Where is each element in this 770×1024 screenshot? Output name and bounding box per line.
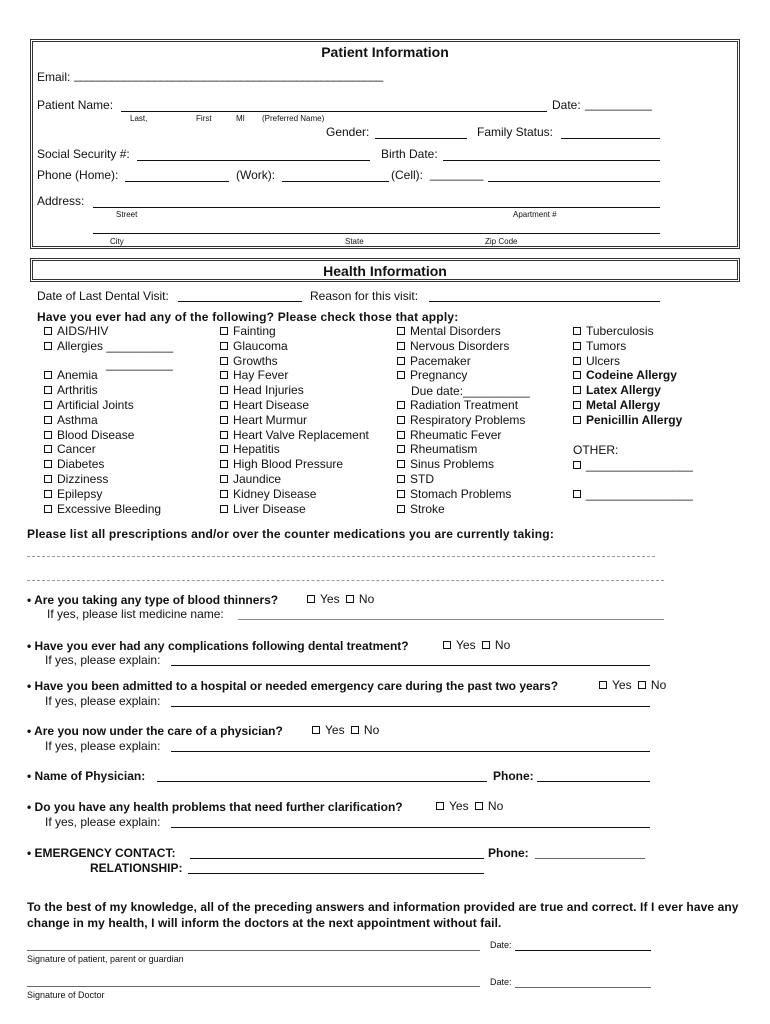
q-health-problems-sub: If yes, please explain: [45, 815, 161, 829]
q-complications: • Have you ever had any complications following dental treatment? [27, 639, 409, 653]
city-caption: City [110, 237, 124, 246]
checkbox-icon[interactable] [220, 460, 228, 468]
other-label: OTHER: [573, 443, 619, 457]
patient-name-label: Patient Name: [37, 98, 114, 112]
q-physician-care-options[interactable] [312, 723, 379, 737]
complications-field[interactable] [171, 665, 650, 666]
checkbox-icon[interactable] [220, 371, 228, 379]
condition-option[interactable] [220, 442, 280, 456]
condition-option[interactable] [397, 339, 509, 353]
checkbox-icon[interactable] [307, 595, 315, 603]
condition-option[interactable] [44, 487, 102, 501]
checkbox-icon[interactable] [573, 490, 581, 498]
condition-label: Diabetes [57, 457, 105, 472]
patient-sig-date-label: Date: [490, 940, 512, 950]
family-status-label: Family Status: [477, 125, 554, 139]
condition-label: Artificial Joints [57, 398, 134, 412]
medications-line-2[interactable] [27, 580, 664, 581]
physician-care-field[interactable] [171, 751, 650, 752]
relationship-label: RELATIONSHIP: [90, 861, 183, 875]
checkbox-icon[interactable] [573, 342, 581, 350]
condition-option[interactable] [44, 472, 108, 486]
conditions-question: Have you ever had any of the following? Please check those that apply: [37, 310, 459, 324]
q-health-problems-options[interactable] [436, 799, 503, 813]
condition-label: Arthritis [57, 383, 98, 398]
checkbox-icon[interactable] [397, 342, 405, 350]
condition-label: Latex Allergy [586, 383, 661, 398]
yes-label: Yes [612, 678, 632, 692]
checkbox-icon[interactable] [397, 445, 405, 453]
condition-option[interactable] [397, 442, 477, 456]
condition-label: Head Injuries [233, 383, 304, 398]
condition-label: Rheumatism [410, 442, 478, 457]
condition-option[interactable] [44, 398, 134, 412]
physician-name-text: Name of Physician: [34, 769, 146, 783]
no-label: No [494, 638, 511, 652]
physician-phone-label: Phone: [493, 769, 534, 783]
date-field[interactable]: __________ [585, 97, 652, 111]
checkbox-icon[interactable] [397, 401, 405, 409]
physician-name-label: • Name of Physician: [27, 769, 146, 783]
checkbox-icon[interactable] [220, 431, 228, 439]
checkbox-icon[interactable] [220, 490, 228, 498]
condition-label: Hay Fever [233, 368, 289, 383]
q-physician-care-text: Are you now under the care of a physician? [34, 724, 283, 738]
checkbox-icon[interactable] [44, 342, 52, 350]
state-caption: State [345, 237, 364, 246]
checkbox-icon[interactable] [44, 505, 52, 513]
checkbox-icon[interactable] [573, 327, 581, 335]
q-complications-text: Have you ever had any complications following dental treatment? [34, 639, 409, 653]
city-state-zip-field[interactable] [93, 233, 660, 234]
checkbox-icon[interactable] [312, 726, 320, 734]
condition-label: Allergies __________ [57, 338, 174, 353]
condition-option[interactable] [220, 354, 278, 368]
checkbox-icon[interactable] [220, 386, 228, 394]
emergency-phone-field[interactable] [535, 858, 645, 859]
gender-field[interactable] [375, 138, 467, 139]
checkbox-icon[interactable] [573, 357, 581, 365]
condition-option[interactable] [397, 324, 501, 338]
allergies-extra-line: __________ [106, 357, 173, 371]
preferred-caption: (Preferred Name) [262, 114, 325, 123]
condition-option[interactable] [220, 413, 307, 427]
condition-option[interactable] [397, 413, 525, 427]
checkbox-icon[interactable] [44, 327, 52, 335]
family-status-field[interactable] [561, 138, 660, 139]
birth-date-label: Birth Date: [381, 147, 438, 161]
phone-work-label: (Work): [236, 168, 276, 182]
ssn-field[interactable] [137, 160, 370, 161]
condition-option[interactable] [44, 413, 98, 427]
condition-option[interactable] [44, 324, 108, 338]
checkbox-icon[interactable] [397, 357, 405, 365]
checkbox-icon[interactable] [397, 475, 405, 483]
ssn-label: Social Security #: [37, 147, 130, 161]
other-blank-1[interactable]: ________________ [586, 458, 693, 472]
street-field[interactable] [93, 207, 660, 208]
no-label: No [650, 678, 667, 692]
checkbox-icon[interactable] [44, 371, 52, 379]
emergency-phone-label: Phone: [488, 846, 529, 860]
checkbox-icon[interactable] [397, 327, 405, 335]
condition-option[interactable] [573, 368, 677, 382]
condition-label: Growths [233, 353, 278, 368]
doctor-signature-field[interactable] [27, 986, 480, 987]
condition-label: Mental Disorders [410, 324, 501, 338]
health-info-title: Health Information [323, 263, 447, 279]
checkbox-icon[interactable] [44, 386, 52, 394]
checkbox-icon[interactable] [573, 371, 581, 379]
condition-label: Anemia [57, 368, 98, 383]
checkbox-icon[interactable] [573, 461, 581, 469]
condition-option[interactable] [220, 324, 276, 338]
condition-option[interactable] [397, 354, 471, 368]
physician-name-field[interactable] [157, 781, 487, 782]
checkbox-icon[interactable] [397, 505, 405, 513]
condition-option[interactable] [220, 383, 304, 397]
patient-signature-caption: Signature of patient, parent or guardian [27, 954, 184, 964]
zip-caption: Zip Code [485, 237, 518, 246]
condition-label: High Blood Pressure [233, 457, 344, 472]
condition-option[interactable] [220, 457, 343, 471]
condition-label: Epilepsy [57, 486, 103, 501]
mi-caption: MI [236, 114, 245, 123]
checkbox-icon[interactable] [638, 681, 646, 689]
phone-cell-dashes: ________ [430, 167, 484, 181]
checkbox-icon[interactable] [220, 505, 228, 513]
condition-label: Sinus Problems [410, 457, 495, 472]
condition-option[interactable] [397, 398, 518, 412]
patient-name-field[interactable] [121, 111, 547, 112]
q-health-problems: • Do you have any health problems that need further clarification? [27, 800, 403, 814]
health-problems-field[interactable] [171, 827, 650, 828]
checkbox-icon[interactable] [44, 490, 52, 498]
street-caption: Street [116, 210, 138, 219]
condition-option[interactable] [220, 487, 316, 501]
condition-label: Metal Allergy [586, 398, 661, 412]
patient-info-title: Patient Information [321, 44, 449, 60]
checkbox-icon[interactable] [397, 460, 405, 468]
condition-label: Stroke [410, 501, 445, 516]
condition-label: Jaundice [233, 472, 282, 486]
checkbox-icon[interactable] [397, 490, 405, 498]
phone-work-field[interactable] [282, 181, 389, 182]
condition-label: Heart Disease [233, 398, 310, 412]
condition-label: Cancer [57, 442, 96, 457]
checkbox-icon[interactable] [573, 386, 581, 394]
gender-label: Gender: [326, 125, 370, 139]
due-date-field[interactable]: Due date:__________ [411, 384, 530, 398]
condition-label: Codeine Allergy [586, 368, 677, 383]
emergency-contact-field[interactable] [190, 858, 484, 859]
condition-option[interactable] [397, 457, 494, 471]
checkbox-icon[interactable] [346, 595, 354, 603]
health-info-header [30, 258, 740, 282]
condition-option[interactable] [397, 487, 511, 501]
checkbox-icon[interactable] [44, 431, 52, 439]
relationship-field[interactable] [188, 873, 484, 874]
condition-option[interactable] [397, 502, 445, 516]
condition-option[interactable] [44, 339, 173, 353]
date-label: Date: [552, 98, 581, 112]
checkbox-icon[interactable] [44, 445, 52, 453]
checkbox-icon[interactable] [44, 460, 52, 468]
doctor-sig-date-label: Date: [490, 977, 512, 987]
checkbox-icon[interactable] [44, 416, 52, 424]
condition-option[interactable] [397, 368, 467, 382]
checkbox-icon[interactable] [397, 371, 405, 379]
condition-option[interactable] [44, 457, 104, 471]
condition-label: Tuberculosis [586, 324, 654, 338]
condition-label: Kidney Disease [233, 486, 317, 501]
other-blank-2[interactable]: ________________ [586, 487, 693, 501]
condition-option[interactable] [220, 472, 281, 486]
no-label: No [487, 799, 504, 813]
condition-label: STD [410, 472, 434, 486]
condition-label: Glaucoma [233, 338, 288, 353]
patient-signature-field[interactable] [27, 950, 480, 951]
q-blood-thinners-options[interactable] [307, 592, 374, 606]
other-option-2[interactable] [573, 487, 693, 501]
condition-option[interactable] [397, 428, 501, 442]
reason-label: Reason for this visit: [310, 289, 419, 303]
yes-label: Yes [456, 638, 476, 652]
checkbox-icon[interactable] [220, 357, 228, 365]
q-blood-thinners-text: Are you taking any type of blood thinners? [34, 593, 279, 607]
phone-cell-label: (Cell): [391, 168, 423, 182]
q-blood-thinners: • Are you taking any type of blood thinners? [27, 593, 279, 607]
checkbox-icon[interactable] [220, 445, 228, 453]
email-label: Email: [37, 70, 71, 84]
last-caption: Last, [130, 114, 148, 123]
emergency-contact-text: EMERGENCY CONTACT: [34, 846, 176, 860]
other-option-1[interactable] [573, 458, 693, 472]
attestation-statement: To the best of my knowledge, all of the preceding answers and information provided are true and correct. If I ever have any change in my health, I will inform the doctors at the next appointment without fail. [27, 900, 739, 930]
condition-label: Respiratory Problems [410, 412, 526, 427]
condition-option[interactable] [220, 339, 288, 353]
checkbox-icon[interactable] [351, 726, 359, 734]
condition-label: Pacemaker [410, 353, 471, 368]
q-hospital: • Have you been admitted to a hospital or needed emergency care during the past two years? [27, 679, 559, 693]
first-caption: First [196, 114, 212, 123]
q-blood-thinners-sub: If yes, please list medicine name: [47, 607, 224, 621]
last-visit-label: Date of Last Dental Visit: [37, 289, 169, 303]
condition-option[interactable] [573, 413, 682, 427]
phone-home-label: Phone (Home): [37, 168, 119, 182]
q-physician-care-sub: If yes, please explain: [45, 739, 161, 753]
medications-line-1[interactable] [27, 556, 655, 557]
checkbox-icon[interactable] [443, 641, 451, 649]
q-health-problems-text: Do you have any health problems that need further clarification? [34, 800, 403, 814]
q-hospital-text: Have you been admitted to a hospital or needed emergency care during the past two years? [34, 679, 559, 693]
checkbox-icon[interactable] [573, 401, 581, 409]
checkbox-icon[interactable] [599, 681, 607, 689]
yes-label: Yes [449, 799, 469, 813]
reason-field[interactable] [429, 301, 660, 302]
email-field[interactable]: __________________________________________________ [74, 68, 383, 82]
blood-thinners-field[interactable] [238, 619, 664, 620]
checkbox-icon[interactable] [220, 475, 228, 483]
q-physician-care: • Are you now under the care of a physician? [27, 724, 283, 738]
condition-option[interactable] [220, 428, 369, 442]
condition-label: Hepatitis [233, 442, 280, 457]
q-complications-sub: If yes, please explain: [45, 653, 161, 667]
condition-option[interactable] [44, 428, 134, 442]
condition-label: Liver Disease [233, 501, 306, 516]
condition-label: Radiation Treatment [410, 398, 519, 412]
condition-label: Stomach Problems [410, 486, 512, 501]
condition-label: Excessive Bleeding [57, 501, 162, 516]
hospital-field[interactable] [171, 706, 650, 707]
condition-option[interactable] [44, 383, 98, 397]
checkbox-icon[interactable] [573, 416, 581, 424]
condition-label: Asthma [57, 412, 98, 427]
condition-option[interactable] [220, 398, 309, 412]
last-visit-field[interactable] [178, 301, 302, 302]
checkbox-icon[interactable] [44, 401, 52, 409]
condition-option[interactable] [573, 398, 660, 412]
doctor-signature-caption: Signature of Doctor [27, 990, 105, 1000]
q-hospital-sub: If yes, please explain: [45, 694, 161, 708]
emergency-contact-label: • EMERGENCY CONTACT: [27, 846, 176, 860]
condition-option[interactable] [44, 502, 161, 516]
phone-home-field[interactable] [125, 181, 229, 182]
condition-label: Pregnancy [410, 368, 468, 383]
phone-cell-field[interactable] [488, 181, 660, 182]
condition-option[interactable] [397, 472, 434, 486]
condition-label: Heart Murmur [233, 412, 308, 427]
condition-label: Nervous Disorders [410, 338, 510, 353]
checkbox-icon[interactable] [220, 416, 228, 424]
condition-label: Rheumatic Fever [410, 427, 502, 442]
condition-option[interactable] [573, 324, 654, 338]
checkbox-icon[interactable] [436, 802, 444, 810]
condition-label: Penicillin Allergy [586, 412, 683, 427]
condition-label: Dizziness [57, 472, 109, 486]
condition-label: Fainting [233, 324, 276, 338]
birth-date-field[interactable] [443, 160, 660, 161]
condition-option[interactable] [44, 368, 98, 382]
condition-label: Heart Valve Replacement [233, 427, 369, 442]
condition-option[interactable] [220, 368, 288, 382]
condition-option[interactable] [573, 383, 661, 397]
checkbox-icon[interactable] [397, 431, 405, 439]
checkbox-icon[interactable] [220, 401, 228, 409]
apartment-caption: Apartment # [513, 210, 557, 219]
condition-label: Blood Disease [57, 427, 135, 442]
q-hospital-options[interactable] [599, 678, 666, 692]
checkbox-icon[interactable] [44, 475, 52, 483]
checkbox-icon[interactable] [220, 342, 228, 350]
condition-option[interactable] [573, 354, 620, 368]
checkbox-icon[interactable] [482, 641, 490, 649]
no-label: No [363, 723, 380, 737]
condition-option[interactable] [573, 339, 626, 353]
q-complications-options[interactable] [443, 638, 510, 652]
address-label: Address: [37, 194, 85, 208]
checkbox-icon[interactable] [475, 802, 483, 810]
doctor-sig-date-field[interactable] [515, 987, 651, 988]
condition-label: Ulcers [586, 353, 621, 368]
condition-option[interactable] [220, 502, 306, 516]
checkbox-icon[interactable] [397, 416, 405, 424]
no-label: No [358, 592, 375, 606]
patient-sig-date-field[interactable] [515, 950, 651, 951]
yes-label: Yes [320, 592, 340, 606]
condition-option[interactable] [44, 442, 96, 456]
condition-label: Tumors [586, 338, 627, 353]
condition-label: AIDS/HIV [57, 324, 109, 338]
physician-phone-field[interactable] [537, 781, 650, 782]
checkbox-icon[interactable] [220, 327, 228, 335]
medications-prompt: Please list all prescriptions and/or over the counter medications you are currently taking: [27, 527, 555, 541]
yes-label: Yes [325, 723, 345, 737]
